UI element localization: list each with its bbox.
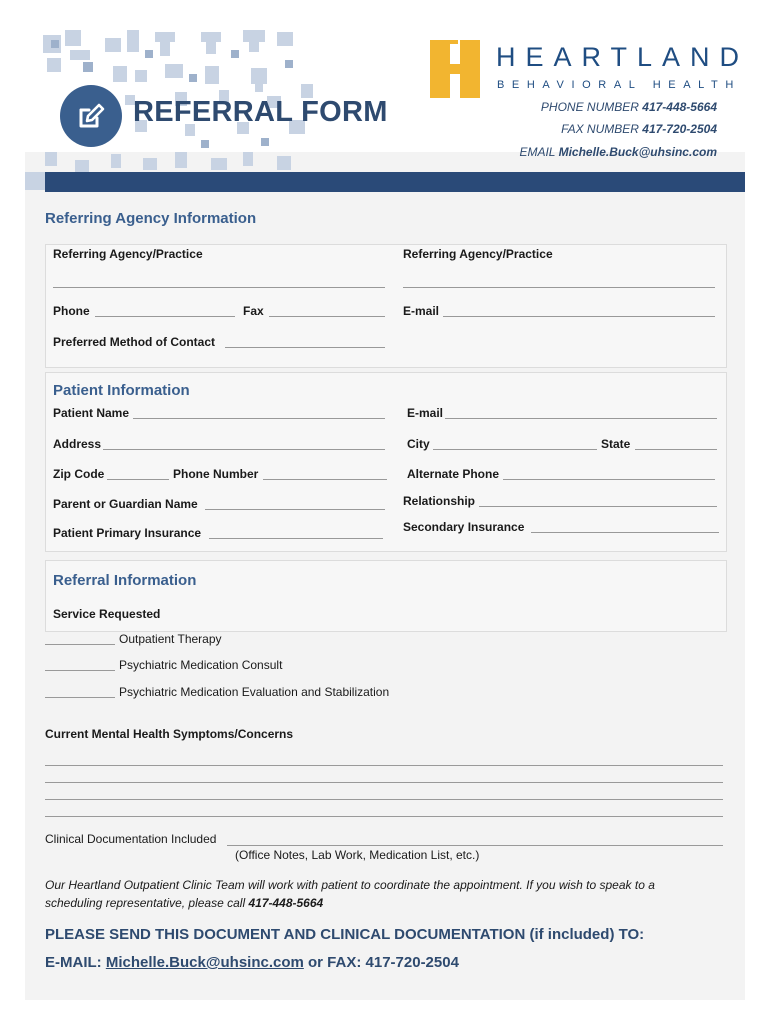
guardian-name-label: Parent or Guardian Name: [53, 497, 198, 511]
patient-email-label: E-mail: [407, 406, 444, 420]
logo-name: HEARTLAND: [496, 42, 750, 72]
patient-city-label: City: [407, 437, 430, 451]
patient-name-field[interactable]: [133, 418, 385, 419]
send-email-link[interactable]: Michelle.Buck@uhsinc.com: [105, 954, 304, 971]
patient-state-label: State: [601, 437, 631, 451]
edit-form-icon: [60, 85, 122, 147]
patient-alt-phone-label: Alternate Phone: [407, 467, 500, 481]
header-band: [45, 172, 745, 192]
patient-panel: [45, 372, 727, 552]
patient-zip-label: Zip Code: [53, 467, 105, 481]
patient-city-field[interactable]: [433, 449, 597, 450]
header-fax: [561, 122, 717, 136]
agency-fax-field[interactable]: [269, 316, 385, 317]
service-check-blank[interactable]: [45, 644, 115, 645]
agency-phone-field[interactable]: [95, 316, 235, 317]
symptoms-line[interactable]: [45, 816, 723, 817]
service-check-blank[interactable]: [45, 670, 115, 671]
patient-phone-field[interactable]: [263, 479, 387, 480]
agency-email-field[interactable]: [443, 316, 715, 317]
phone-value: 417-448-5664: [642, 100, 717, 114]
patient-email-field[interactable]: [445, 418, 717, 419]
primary-insurance-label: Patient Primary Insurance: [53, 526, 202, 540]
phone-label: PHONE NUMBER: [540, 100, 639, 114]
symptoms-label: Current Mental Health Symptoms/Concerns: [45, 727, 294, 741]
symptoms-line[interactable]: [45, 799, 723, 800]
guardian-name-field[interactable]: [205, 509, 385, 510]
agency-fax-label: Fax: [243, 304, 264, 318]
fax-value: 417-720-2504: [642, 122, 717, 136]
patient-section-title: Patient Information: [53, 382, 190, 399]
patient-alt-phone-field[interactable]: [503, 479, 715, 480]
service-check-blank[interactable]: [45, 697, 115, 698]
appointment-note: [45, 876, 715, 912]
primary-insurance-field[interactable]: [209, 538, 383, 539]
patient-address-field[interactable]: [103, 449, 385, 450]
service-option: Psychiatric Medication Evaluation and Stabilization: [119, 685, 390, 699]
agency-practice-field-right[interactable]: [403, 287, 715, 288]
service-requested-label: Service Requested: [53, 607, 161, 621]
form-page: [25, 0, 750, 1000]
send-contact-line: [45, 954, 459, 971]
patient-zip-field[interactable]: [107, 479, 169, 480]
email-label: EMAIL: [519, 145, 556, 159]
referral-panel: [45, 560, 727, 632]
relationship-label: Relationship: [403, 494, 476, 508]
send-fax-text: or FAX: 417-720-2504: [308, 954, 459, 971]
agency-practice-label: Referring Agency/Practice: [53, 247, 203, 261]
header-email: [519, 145, 717, 159]
documentation-label: Clinical Documentation Included: [45, 832, 217, 846]
symptoms-line[interactable]: [45, 782, 723, 783]
documentation-hint: (Office Notes, Lab Work, Medication List, etc.): [235, 848, 480, 862]
send-heading: PLEASE SEND THIS DOCUMENT AND CLINICAL DOCUMENTATION (if included) TO:: [45, 926, 645, 943]
agency-practice-field[interactable]: [53, 287, 385, 288]
agency-email-label: E-mail: [403, 304, 440, 318]
service-option: Psychiatric Medication Consult: [119, 658, 283, 672]
patient-address-label: Address: [53, 437, 102, 451]
symptoms-line[interactable]: [45, 765, 723, 766]
preferred-contact-label: Preferred Method of Contact: [53, 335, 216, 349]
logo-subtitle: BEHAVIORAL HEALTH: [497, 79, 741, 91]
send-email-prefix: E-MAIL:: [45, 954, 102, 971]
secondary-insurance-field[interactable]: [531, 532, 719, 533]
email-value[interactable]: Michelle.Buck@uhsinc.com: [558, 145, 717, 159]
agency-section-title: Referring Agency Information: [45, 210, 257, 227]
patient-phone-label: Phone Number: [173, 467, 259, 481]
agency-panel: [45, 244, 727, 368]
header-phone: [541, 100, 717, 114]
page-title: REFERRAL FORM: [133, 96, 388, 128]
agency-practice-label-right: Referring Agency/Practice: [403, 247, 553, 261]
patient-name-label: Patient Name: [53, 406, 130, 420]
agency-phone-label: Phone: [53, 304, 90, 318]
logo-h-mark: [430, 40, 482, 98]
preferred-contact-field[interactable]: [225, 347, 385, 348]
documentation-field[interactable]: [227, 845, 723, 846]
referral-section-title: Referral Information: [53, 572, 197, 589]
secondary-insurance-label: Secondary Insurance: [403, 520, 525, 534]
service-option: Outpatient Therapy: [119, 632, 222, 646]
patient-state-field[interactable]: [635, 449, 717, 450]
fax-label: FAX NUMBER: [561, 122, 639, 136]
note-phone: 417-448-5664: [248, 896, 324, 910]
relationship-field[interactable]: [479, 506, 717, 507]
note-text: Our Heartland Outpatient Clinic Team will work with patient to coordinate the appointment. If you wish to speak to a scheduling representative, please call: [45, 878, 655, 910]
